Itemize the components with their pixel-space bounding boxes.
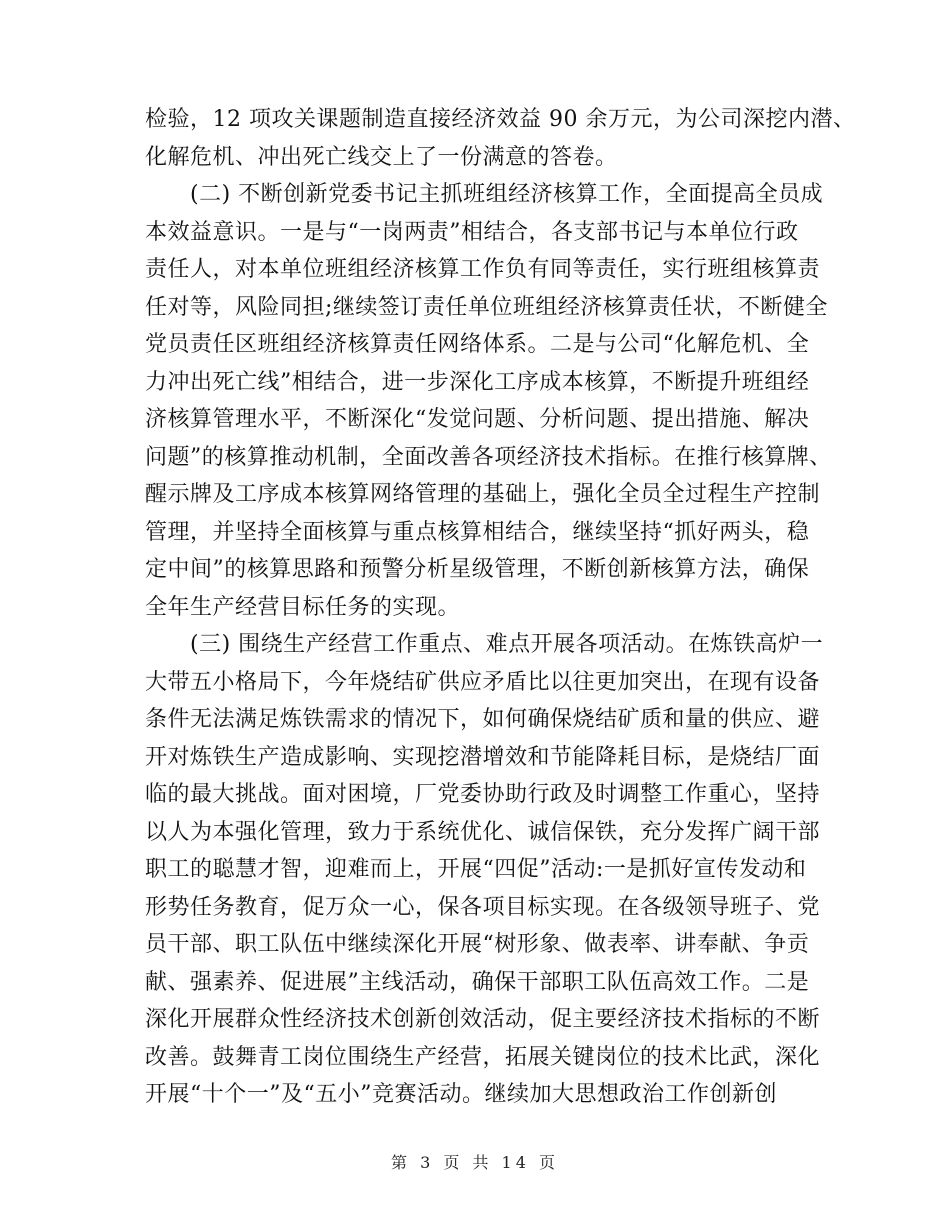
text-line: 党员责任区班组经济核算责任网络体系。二是与公司“化解危机、全	[145, 332, 810, 357]
text-line: 定中间”的核算思路和预警分析星级管理，不断创新核算方法，确保	[145, 557, 810, 582]
text-line: 改善。鼓舞青工岗位围绕生产经营，拓展关键岗位的技术比武，深化	[145, 1044, 821, 1070]
text-line: 济核算管理水平，不断深化“发觉问题、分析问题、提出措施、解决	[145, 407, 810, 432]
text-line: 化解危机、冲出死亡线交上了一份满意的答卷。	[145, 144, 618, 170]
text-line: 本效益意识。一是与“一岗两责”相结合，各支部书记与本单位行政	[145, 219, 799, 245]
page-footer	[0, 1150, 950, 1173]
text-line: (三) 围绕生产经营工作重点、难点开展各项活动。在炼铁高炉一	[145, 632, 824, 657]
text-line: 以人为本强化管理，致力于系统优化、诚信保铁，充分发挥广阔干部	[145, 819, 821, 845]
text-line: 问题”的核算推动机制，全面改善各项经济技术指标。在推行核算牌、	[145, 444, 832, 470]
text-line: 条件无法满足炼铁需求的情况下，如何确保烧结矿质和量的供应、避	[145, 707, 821, 732]
text-line: 开对炼铁生产造成影响、实现挖潜增效和节能降耗目标，是烧结厂面	[145, 744, 821, 770]
text-line: 责任人，对本单位班组经济核算工作负有同等责任，实行班组核算责	[145, 257, 821, 282]
page-number-label: 第 3 页 共 14 页	[391, 1153, 559, 1172]
text-line: 醒示牌及工序成本核算网络管理的基础上，强化全员全过程生产控制	[145, 482, 821, 507]
text-line: 检验，12 项攻关课题制造直接经济效益 90 余万元，为公司深挖内潜、	[145, 107, 856, 132]
text-line: 员干部、职工队伍中继续深化开展“树形象、做表率、讲奉献、争贡	[145, 932, 810, 957]
text-line: 全年生产经营目标任务的实现。	[145, 594, 461, 620]
text-line: 开展“十个一”及“五小”竞赛活动。继续加大思想政治工作创新创	[145, 1082, 777, 1107]
text-line: 深化开展群众性经济技术创新创效活动，促主要经济技术指标的不断	[145, 1007, 821, 1032]
text-line: 职工的聪慧才智，迎难而上，开展“四促”活动:一是抓好宣传发动和	[145, 857, 807, 882]
text-line: 献、强素养、促进展”主线活动，确保干部职工队伍高效工作。二是	[145, 969, 810, 995]
text-line: 任对等，风险同担;继续签订责任单位班组经济核算责任状，不断健全	[145, 294, 828, 320]
text-line: 力冲出死亡线”相结合，进一步深化工序成本核算，不断提升班组经	[145, 369, 810, 395]
text-line: 形势任务教育，促万众一心，保各项目标实现。在各级领导班子、党	[145, 894, 821, 920]
text-line: 大带五小格局下，今年烧结矿供应矛盾比以往更加突出，在现有设备	[145, 669, 821, 695]
text-line: 临的最大挑战。面对困境，厂党委协助行政及时调整工作重心，坚持	[145, 782, 821, 807]
text-line: 管理，并坚持全面核算与重点核算相结合，继续坚持“抓好两头，稳	[145, 519, 810, 545]
text-line: (二) 不断创新党委书记主抓班组经济核算工作，全面提高全员成	[145, 182, 824, 207]
body-text	[145, 101, 856, 1114]
